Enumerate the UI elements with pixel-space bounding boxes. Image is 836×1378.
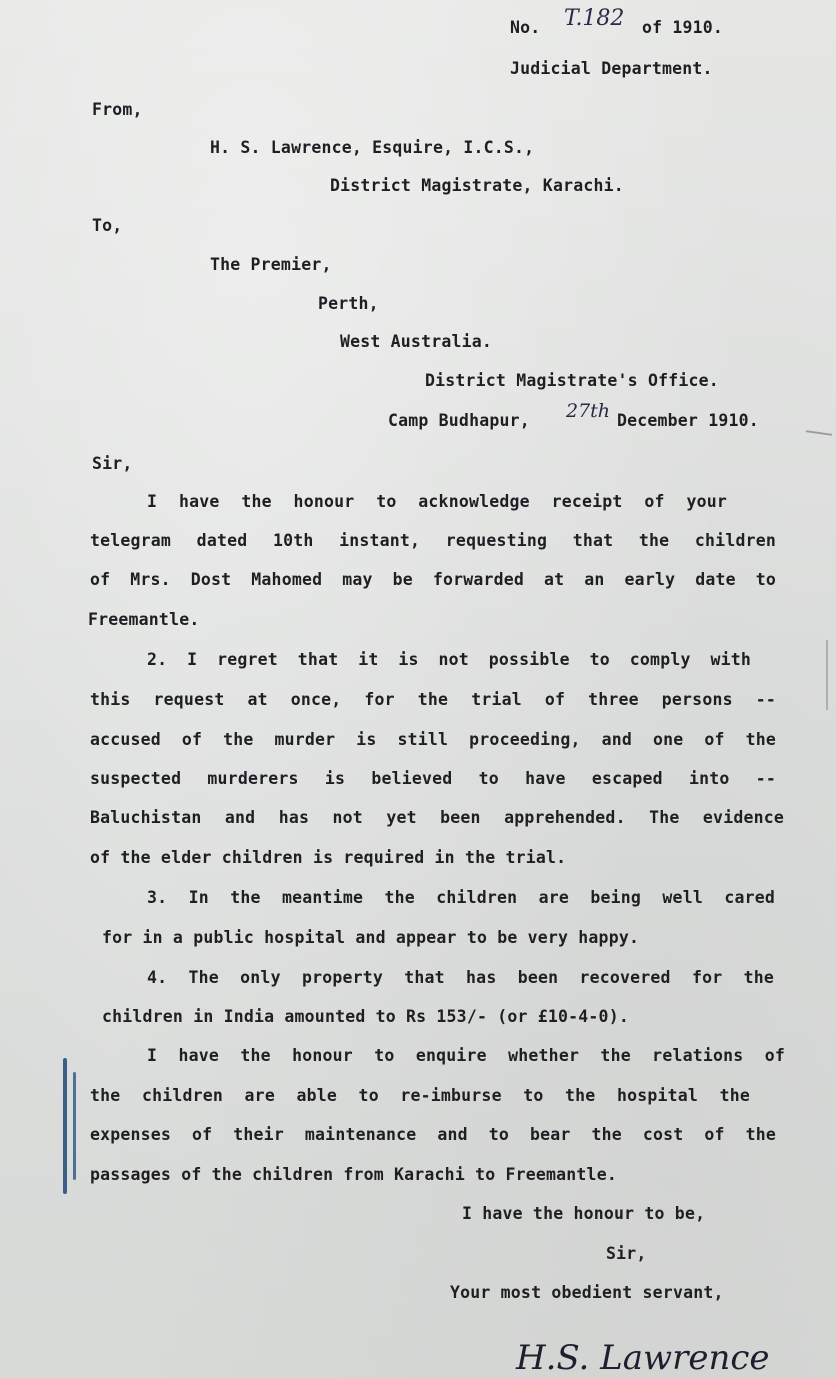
department-name: Judicial Department.: [510, 59, 713, 78]
body-line: suspected murderers is believed to have escaped into --: [90, 769, 776, 788]
body-line: expenses of their maintenance and to bear the cost of the: [90, 1125, 776, 1144]
closing-line-3: Your most obedient servant,: [450, 1283, 724, 1302]
date-month-year: December 1910.: [617, 411, 759, 430]
body-line: for in a public hospital and appear to be very happy.: [102, 928, 640, 947]
from-label: From,: [92, 100, 143, 119]
recipient-line-1: The Premier,: [210, 255, 332, 274]
body-line: 4. The only property that has been recovered for the: [147, 968, 774, 987]
sender-name: H. S. Lawrence, Esquire, I.C.S.,: [210, 138, 535, 157]
body-line: 2. I regret that it is not possible to comply with: [147, 650, 751, 669]
body-line: of the elder children is required in the trial.: [90, 848, 567, 867]
salutation: Sir,: [92, 454, 133, 473]
sender-title: District Magistrate, Karachi.: [330, 176, 624, 195]
closing-line-2: Sir,: [606, 1244, 647, 1263]
body-line: telegram dated 10th instant, requesting that the children: [90, 531, 776, 550]
body-line: children in India amounted to Rs 153/- (or £10-4-0).: [102, 1007, 629, 1026]
reference-year: of 1910.: [642, 18, 724, 37]
office-place: Camp Budhapur,: [388, 411, 530, 430]
recipient-line-2: Perth,: [318, 294, 379, 313]
handwritten-signature: H.S. Lawrence: [516, 1338, 770, 1378]
office-name: District Magistrate's Office.: [425, 371, 719, 390]
closing-line-1: I have the honour to be,: [462, 1204, 706, 1223]
body-line: I have the honour to enquire whether the relations of: [147, 1046, 785, 1065]
body-line: this request at once, for the trial of three persons --: [90, 690, 776, 709]
recipient-line-3: West Australia.: [340, 332, 493, 351]
to-label: To,: [92, 216, 123, 235]
body-line: passages of the children from Karachi to Freemantle.: [90, 1165, 617, 1184]
body-line: Baluchistan and has not yet been apprehended. The evidence: [90, 808, 784, 827]
body-line: Freemantle.: [88, 610, 200, 629]
reference-number-handwritten: T.182: [564, 6, 625, 31]
body-line: I have the honour to acknowledge receipt of your: [147, 492, 727, 511]
reference-number-label: No.: [510, 18, 541, 37]
page-edge-mark: [806, 430, 832, 436]
page-edge-mark: [826, 640, 828, 710]
body-line: of Mrs. Dost Mahomed may be forwarded at an early date to: [90, 570, 776, 589]
body-line: accused of the murder is still proceeding, and one of the: [90, 730, 776, 749]
body-line: the children are able to re-imburse to the hospital the: [90, 1086, 750, 1105]
body-line: 3. In the meantime the children are being well cared: [147, 888, 775, 907]
date-day-handwritten: 27th: [566, 400, 611, 422]
